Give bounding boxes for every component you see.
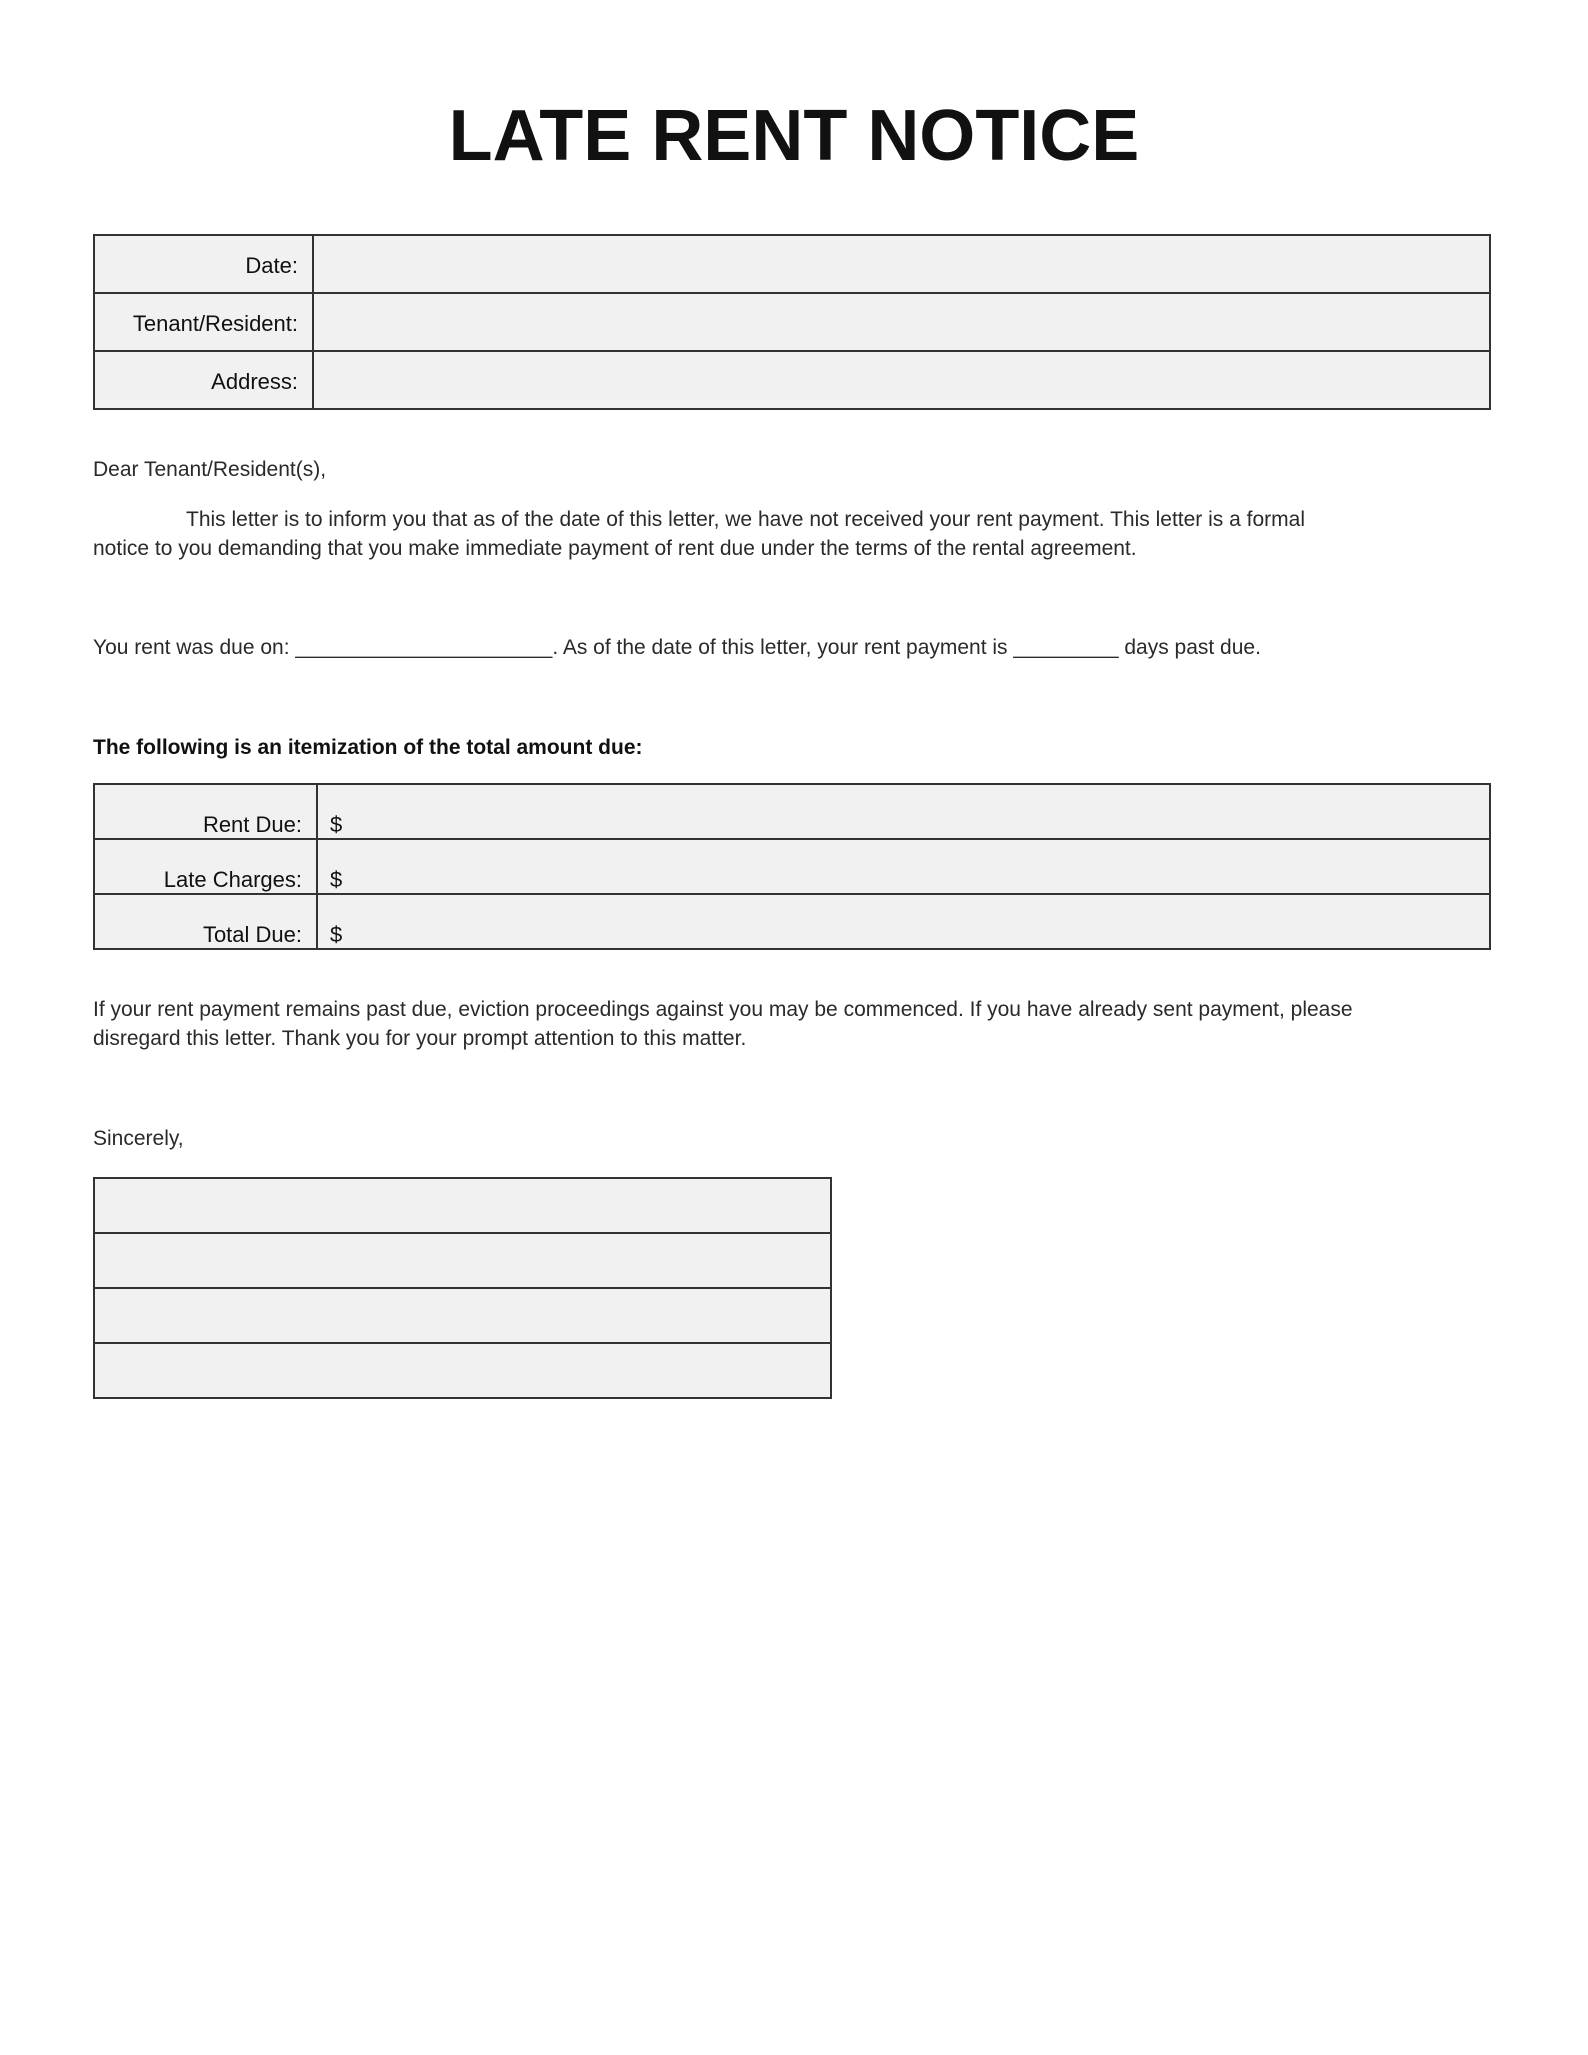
date-label: Date: [94, 235, 313, 293]
currency-symbol: $ [330, 812, 343, 837]
total-due-label: Total Due: [94, 894, 317, 949]
rent-due-row [94, 784, 1490, 839]
currency-symbol: $ [330, 922, 343, 947]
closing-line-1: If your rent payment remains past due, eviction proceedings against you may be commenced. If you have already sent payment, please [93, 998, 1353, 1021]
rent-due-field[interactable] [317, 784, 1490, 839]
tenant-row [94, 293, 1490, 351]
total-due-field[interactable] [317, 894, 1490, 949]
signature-row [94, 1343, 831, 1398]
address-label: Address: [94, 351, 313, 409]
tenant-label: Tenant/Resident: [94, 293, 313, 351]
address-field[interactable] [313, 351, 1490, 409]
salutation: Dear Tenant/Resident(s), [93, 458, 327, 481]
due-date-line: You rent was due on: ______________________. As of the date of this letter, your rent payment is _________ days past due. [93, 636, 1261, 659]
date-row [94, 235, 1490, 293]
address-row [94, 351, 1490, 409]
tenant-field[interactable] [313, 293, 1490, 351]
signature-table [93, 1177, 832, 1399]
date-field[interactable] [313, 235, 1490, 293]
signature-field-1[interactable] [94, 1178, 831, 1233]
paragraph-1-line-2: notice to you demanding that you make immediate payment of rent due under the terms of the rental agreement. [93, 537, 1137, 560]
page-title: LATE RENT NOTICE [448, 96, 1140, 176]
amount-due-table [93, 783, 1491, 950]
signature-row [94, 1288, 831, 1343]
paragraph-1-line-1: This letter is to inform you that as of the date of this letter, we have not received your rent payment. This letter is a formal [186, 508, 1305, 531]
late-charges-field[interactable] [317, 839, 1490, 894]
closing-line-2: disregard this letter. Thank you for your prompt attention to this matter. [93, 1027, 747, 1050]
tenant-info-table [93, 234, 1491, 410]
late-charges-label: Late Charges: [94, 839, 317, 894]
late-charges-row [94, 839, 1490, 894]
signature-field-2[interactable] [94, 1233, 831, 1288]
total-due-row [94, 894, 1490, 949]
signature-field-4[interactable] [94, 1343, 831, 1398]
rent-due-label: Rent Due: [94, 784, 317, 839]
signature-row [94, 1233, 831, 1288]
signoff: Sincerely, [93, 1127, 184, 1150]
itemization-heading: The following is an itemization of the total amount due: [93, 736, 643, 759]
signature-row [94, 1178, 831, 1233]
signature-field-3[interactable] [94, 1288, 831, 1343]
currency-symbol: $ [330, 867, 343, 892]
